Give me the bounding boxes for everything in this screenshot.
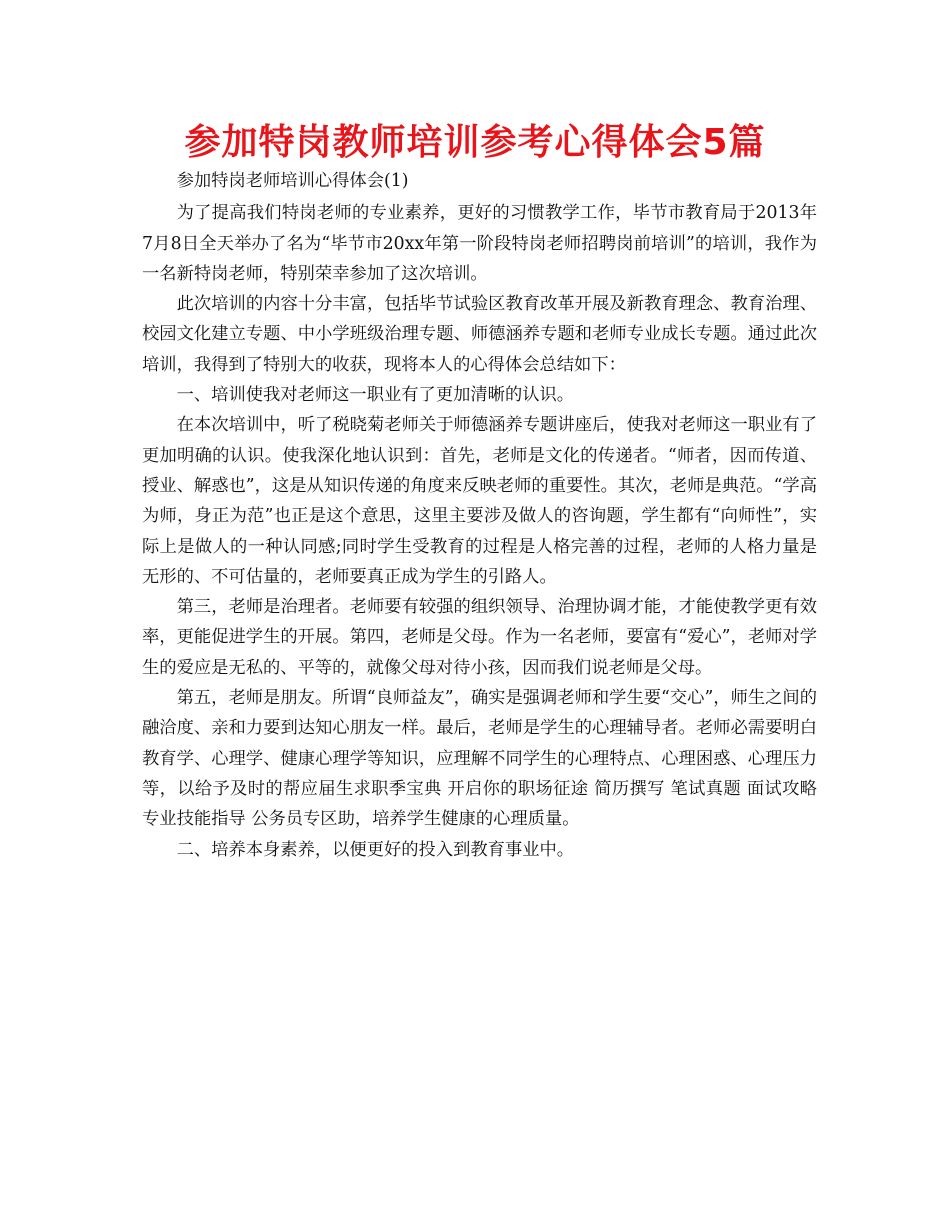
- paragraph-2: 此次培训的内容十分丰富，包括毕节试验区教育改革开展及新教育理念、教育治理、校园文化建立专题、中小学班级治理专题、师德涵养专题和老师专业成长专题。通过此次培训，我得到了特别大的收获，现将本人的心得体会总结如下：: [142, 294, 817, 375]
- paragraph-4: 第三，老师是治理者。老师要有较强的组织领导、治理协调才能，才能使教学更有效率，更能促进学生的开展。第四，老师是父母。作为一名老师，要富有“爱心”，老师对学生的爱应是无私的、平等的，就像父母对待小孩，因而我们说老师是父母。: [142, 597, 817, 678]
- document-title: 参加特岗教师培训参考心得体会5篇: [184, 122, 766, 163]
- section-heading-2: 二、培养本身素养，以便更好的投入到教育事业中。: [176, 839, 575, 860]
- document-body: [142, 166, 817, 865]
- paragraph-1: 为了提高我们特岗老师的专业素养，更好的习惯教学工作，毕节市教育局于2013年7月8日全天举办了名为“毕节市20xx年第一阶段特岗老师招聘岗前培训”的培训，我作为一名新特岗老师，特别荣幸参加了这次培训。: [142, 203, 817, 284]
- document-subtitle: 参加特岗老师培训心得体会(1): [176, 171, 409, 191]
- paragraph-5: 第五，老师是朋友。所谓“良师益友”，确实是强调老师和学生要“交心”，师生之间的融洽度、亲和力要到达知心朋友一样。最后，老师是学生的心理辅导者。老师必需要明白教育学、心理学、健康心理学等知识，应理解不同学生的心理特点、心理困惑、心理压力等，以给予及时的帮应届生求职季宝典 开启你的职场征途 简历撰写 笔试真题 面试攻略 专业技能指导 公务员专区助，培养学生健康的心理质量。: [142, 688, 817, 830]
- paragraph-3: 在本次培训中，听了税晓菊老师关于师德涵养专题讲座后，使我对老师这一职业有了更加明确的认识。使我深化地认识到：首先，老师是文化的传递者。“师者，因而传道、授业、解惑也”，这是从知识传递的角度来反映老师的重要性。其次，老师是典范。“学高为师，身正为范”也正是这个意思，这里主要涉及做人的咨询题，学生都有“向师性”，实际上是做人的一种认同感;同时学生受教育的过程是人格完善的过程，老师的人格力量是无形的、不可估量的，老师要真正成为学生的引路人。: [142, 415, 817, 587]
- section-heading-1: 一、培训使我对老师这一职业有了更加清晰的认识。: [176, 385, 575, 406]
